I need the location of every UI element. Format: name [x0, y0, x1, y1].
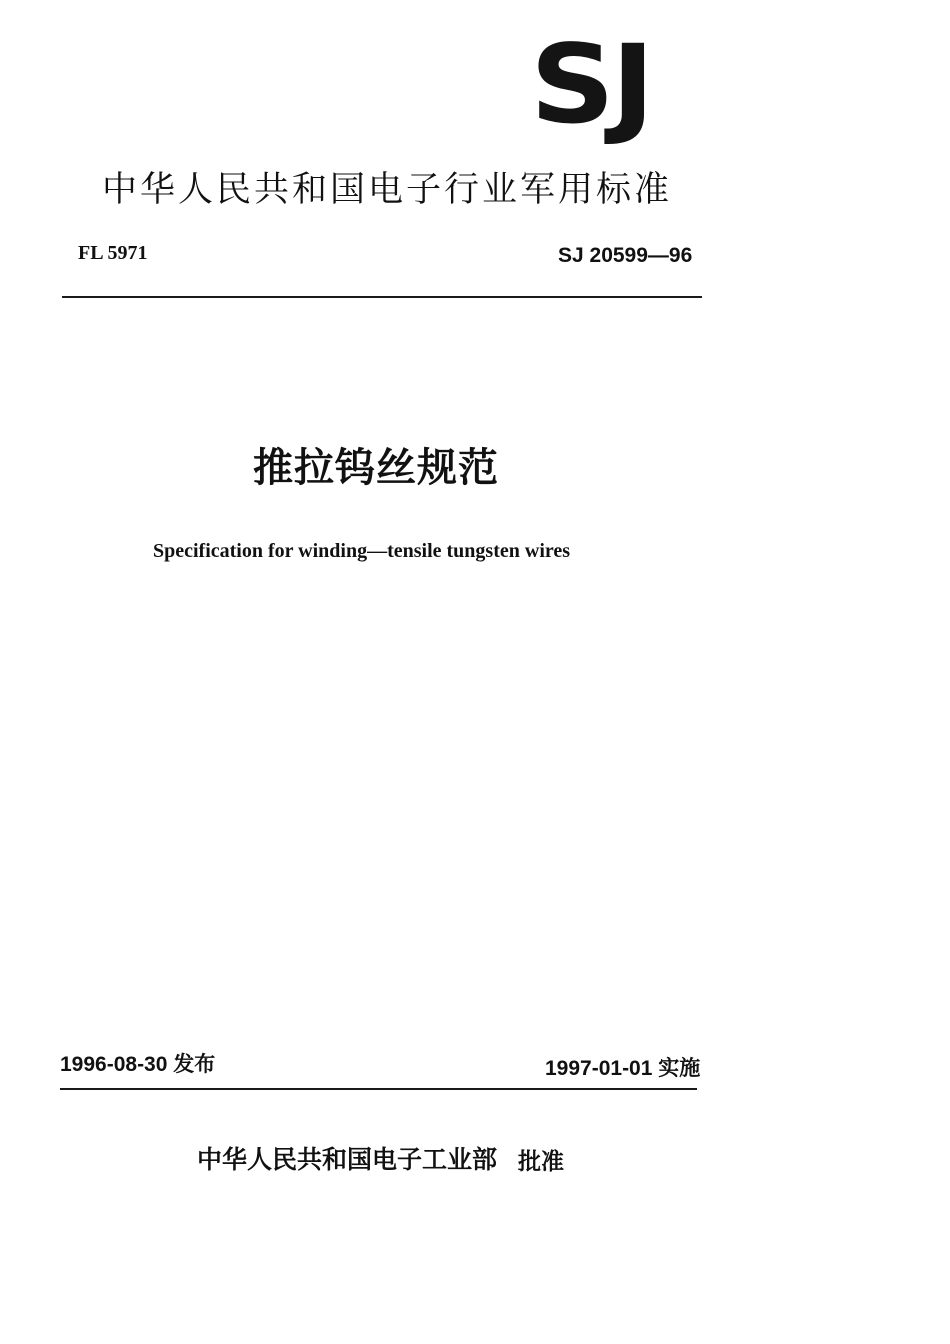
document-title-chinese: 推拉钨丝规范 [253, 445, 499, 491]
standard-name: 中华人民共和国电子行业军用标准 [102, 170, 673, 210]
issue-date: 1996-08-30 发布 [60, 1053, 216, 1076]
classification-code: FL 5971 [78, 242, 148, 264]
approving-authority: 中华人民共和国电子工业部 [197, 1145, 498, 1174]
approval-label: 批准 [518, 1149, 564, 1175]
top-divider [62, 296, 702, 298]
standard-number: SJ 20599—96 [558, 244, 693, 267]
sj-logo: SJ [530, 20, 651, 148]
document-title-english: Specification for winding—tensile tungsten wires [153, 540, 571, 562]
bottom-divider [60, 1088, 697, 1090]
effective-date: 1997-01-01 实施 [545, 1057, 701, 1080]
